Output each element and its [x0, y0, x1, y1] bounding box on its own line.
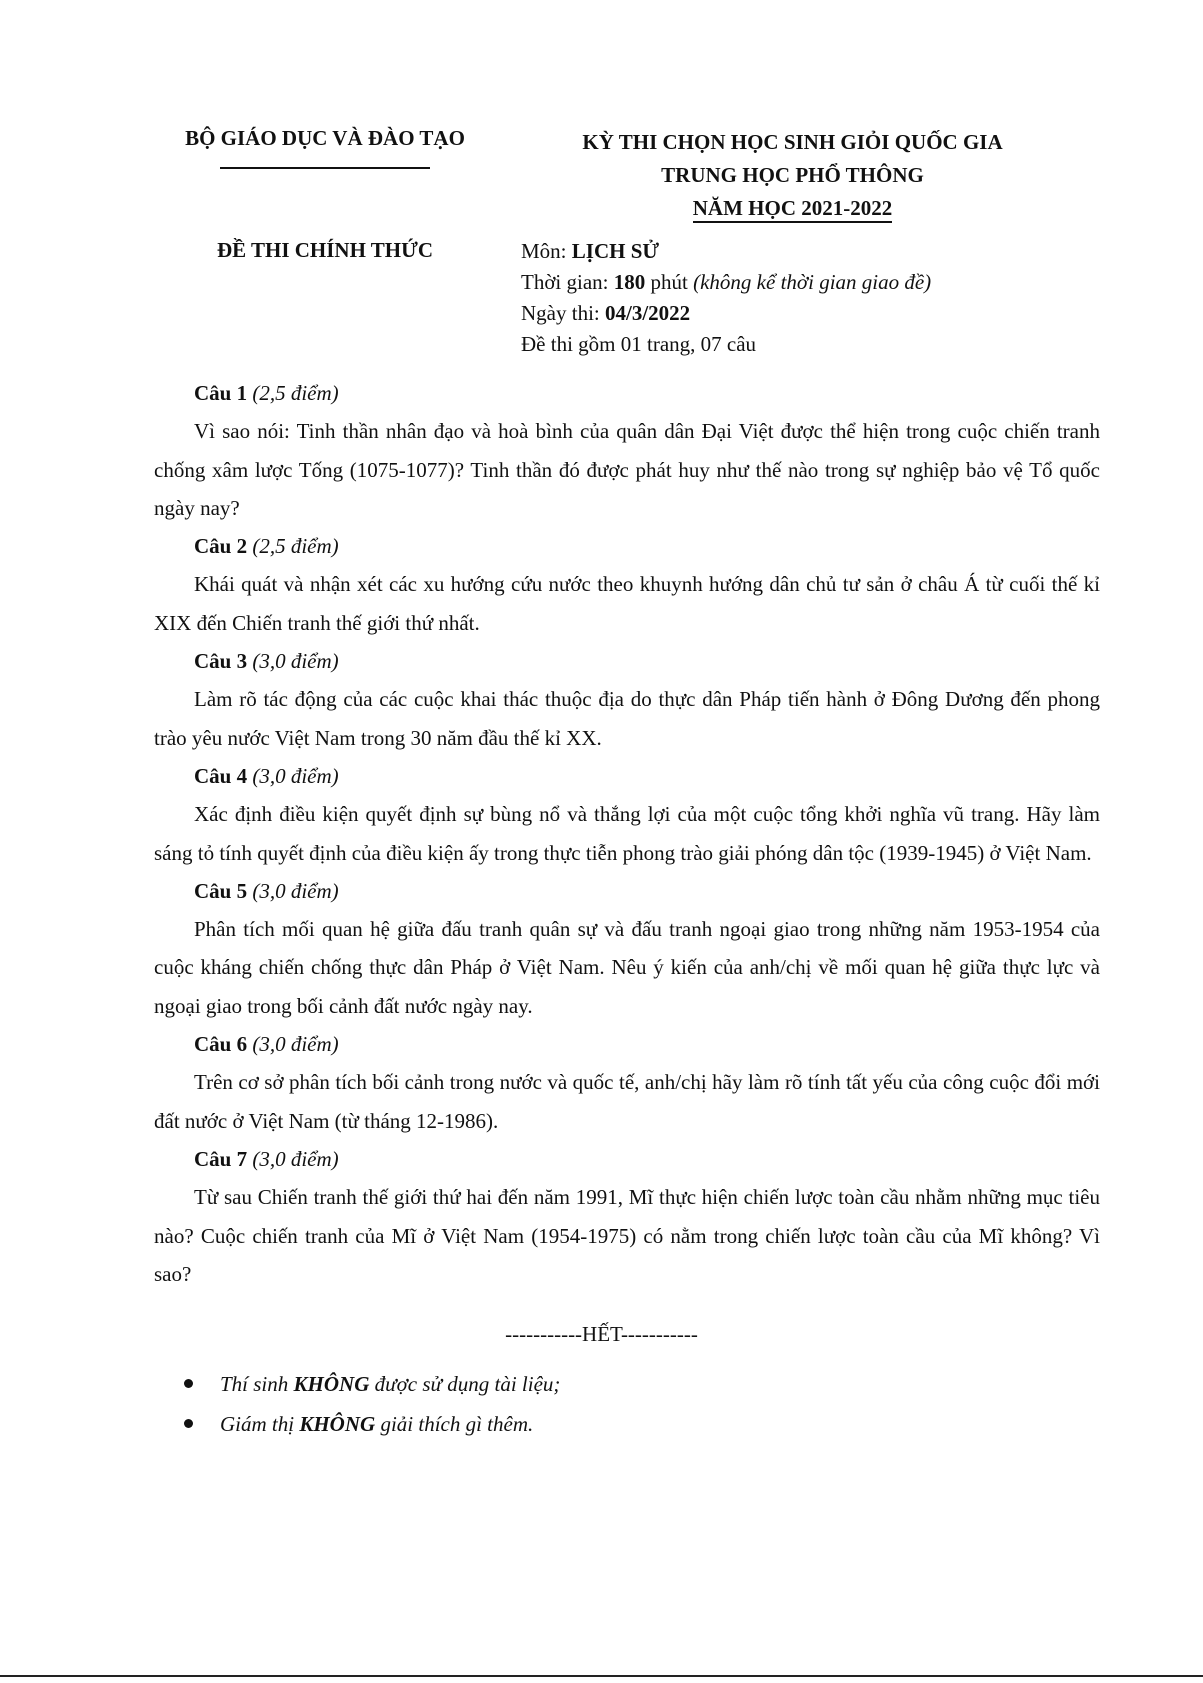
question-points: (3,0 điểm) — [252, 1146, 339, 1171]
question-text: Làm rõ tác động của các cuộc khai thác thuộc địa do thực dân Pháp tiến hành ở Đông Dương đến phong trào yêu nước Việt Nam trong 30 năm đầu thế kỉ XX. — [154, 687, 1100, 750]
note-item — [178, 1404, 878, 1444]
exam-title: KỲ THI CHỌN HỌC SINH GIỎI QUỐC GIA — [582, 130, 1003, 154]
exam-level: TRUNG HỌC PHỔ THÔNG — [661, 163, 924, 187]
question-label: Câu 6 — [194, 1032, 248, 1057]
time-value: 180 — [613, 270, 646, 294]
bullet-icon — [184, 1379, 193, 1388]
question-points: (3,0 điểm) — [252, 763, 339, 788]
date-value: 04/3/2022 — [605, 301, 691, 325]
time-line — [521, 267, 1081, 298]
note-text: được sử dụng tài liệu; — [369, 1372, 561, 1396]
question-label: Câu 4 — [194, 763, 248, 788]
question-list — [154, 374, 1100, 1293]
school-year: NĂM HỌC 2021-2022 — [693, 196, 892, 223]
note-item — [178, 1364, 878, 1404]
question-label: Câu 3 — [194, 649, 248, 674]
question-points: (3,0 điểm) — [252, 1032, 339, 1057]
time-note: (không kể thời gian giao đề) — [693, 270, 932, 294]
question-text: Phân tích mối quan hệ giữa đấu tranh quân sự và đấu tranh ngoại giao trong những năm 1953-1954 của cuộc kháng chiến chống thực dân Pháp ở Việt Nam. Nêu ý kiến của anh/chị về mối quan hệ giữa thực lực và ngoại giao trong bối cảnh đất nước ngày nay. — [154, 917, 1100, 1018]
question-label: Câu 5 — [194, 878, 248, 903]
question-text: Trên cơ sở phân tích bối cảnh trong nước và quốc tế, anh/chị hãy làm rõ tính tất yếu của công cuộc đổi mới đất nước ở Việt Nam (từ tháng 12-1986). — [154, 1070, 1100, 1133]
exam-meta — [521, 236, 1081, 360]
question-4 — [154, 757, 1100, 872]
time-unit: phút — [645, 270, 694, 294]
exam-header — [530, 126, 1055, 225]
question-label: Câu 7 — [194, 1146, 248, 1171]
subject-label: Môn: — [521, 239, 572, 263]
composition-line: Đề thi gồm 01 trang, 07 câu — [521, 332, 757, 356]
question-text: Xác định điều kiện quyết định sự bùng nổ và thắng lợi của một cuộc tổng khởi nghĩa vũ trang. Hãy làm sáng tỏ tính quyết định của điều kiện ấy trong thực tiễn phong trào giải phóng dân tộc (1939-1945) ở Việt Nam. — [154, 802, 1100, 865]
question-5 — [154, 872, 1100, 1025]
note-text: Thí sinh — [220, 1372, 294, 1396]
question-text: Khái quát và nhận xét các xu hướng cứu nước theo khuynh hướng dân chủ tư sản ở châu Á từ cuối thế kỉ XIX đến Chiến tranh thế giới thứ nhất. — [154, 572, 1100, 635]
note-text: giải thích gì thêm. — [375, 1412, 534, 1436]
question-points: (3,0 điểm) — [252, 649, 339, 674]
question-points: (3,0 điểm) — [252, 878, 339, 903]
question-6 — [154, 1025, 1100, 1140]
exam-notes — [178, 1364, 878, 1444]
ministry-name: BỘ GIÁO DỤC VÀ ĐÀO TẠO — [185, 126, 465, 150]
question-label: Câu 1 — [194, 381, 248, 405]
question-points: (2,5 điểm) — [252, 381, 339, 405]
official-label: ĐỀ THI CHÍNH THỨC — [216, 238, 434, 262]
bullet-icon — [184, 1419, 193, 1428]
question-2 — [154, 527, 1100, 642]
question-1 — [154, 374, 1100, 527]
date-label: Ngày thi: — [521, 301, 605, 325]
question-3 — [154, 642, 1100, 757]
question-7 — [154, 1140, 1100, 1293]
page-bottom-rule — [0, 1675, 1203, 1677]
date-line — [521, 298, 1081, 329]
note-text: Giám thị — [220, 1412, 300, 1436]
end-marker: -----------HẾT----------- — [505, 1322, 698, 1346]
subject-line — [521, 236, 1081, 267]
note-emphasis: KHÔNG — [299, 1412, 376, 1436]
question-label: Câu 2 — [194, 534, 248, 559]
note-emphasis: KHÔNG — [293, 1372, 370, 1396]
time-label: Thời gian: — [521, 270, 614, 294]
question-points: (2,5 điểm) — [252, 534, 339, 559]
ministry-underline — [220, 167, 430, 169]
subject-value: LỊCH SỬ — [571, 239, 660, 263]
question-text: Vì sao nói: Tinh thần nhân đạo và hoà bình của quân dân Đại Việt được thể hiện trong cuộc chiến tranh chống xâm lược Tống (1075-1077)? Tinh thần đó được phát huy như thế nào trong sự nghiệp bảo vệ Tổ quốc ngày nay? — [154, 419, 1100, 520]
ministry-header — [150, 126, 500, 169]
question-text: Từ sau Chiến tranh thế giới thứ hai đến năm 1991, Mĩ thực hiện chiến lược toàn cầu nhằm những mục tiêu nào? Cuộc chiến tranh của Mĩ ở Việt Nam (1954-1975) có nằm trong chiến lược toàn cầu của Mĩ không? Vì sao? — [154, 1185, 1100, 1286]
